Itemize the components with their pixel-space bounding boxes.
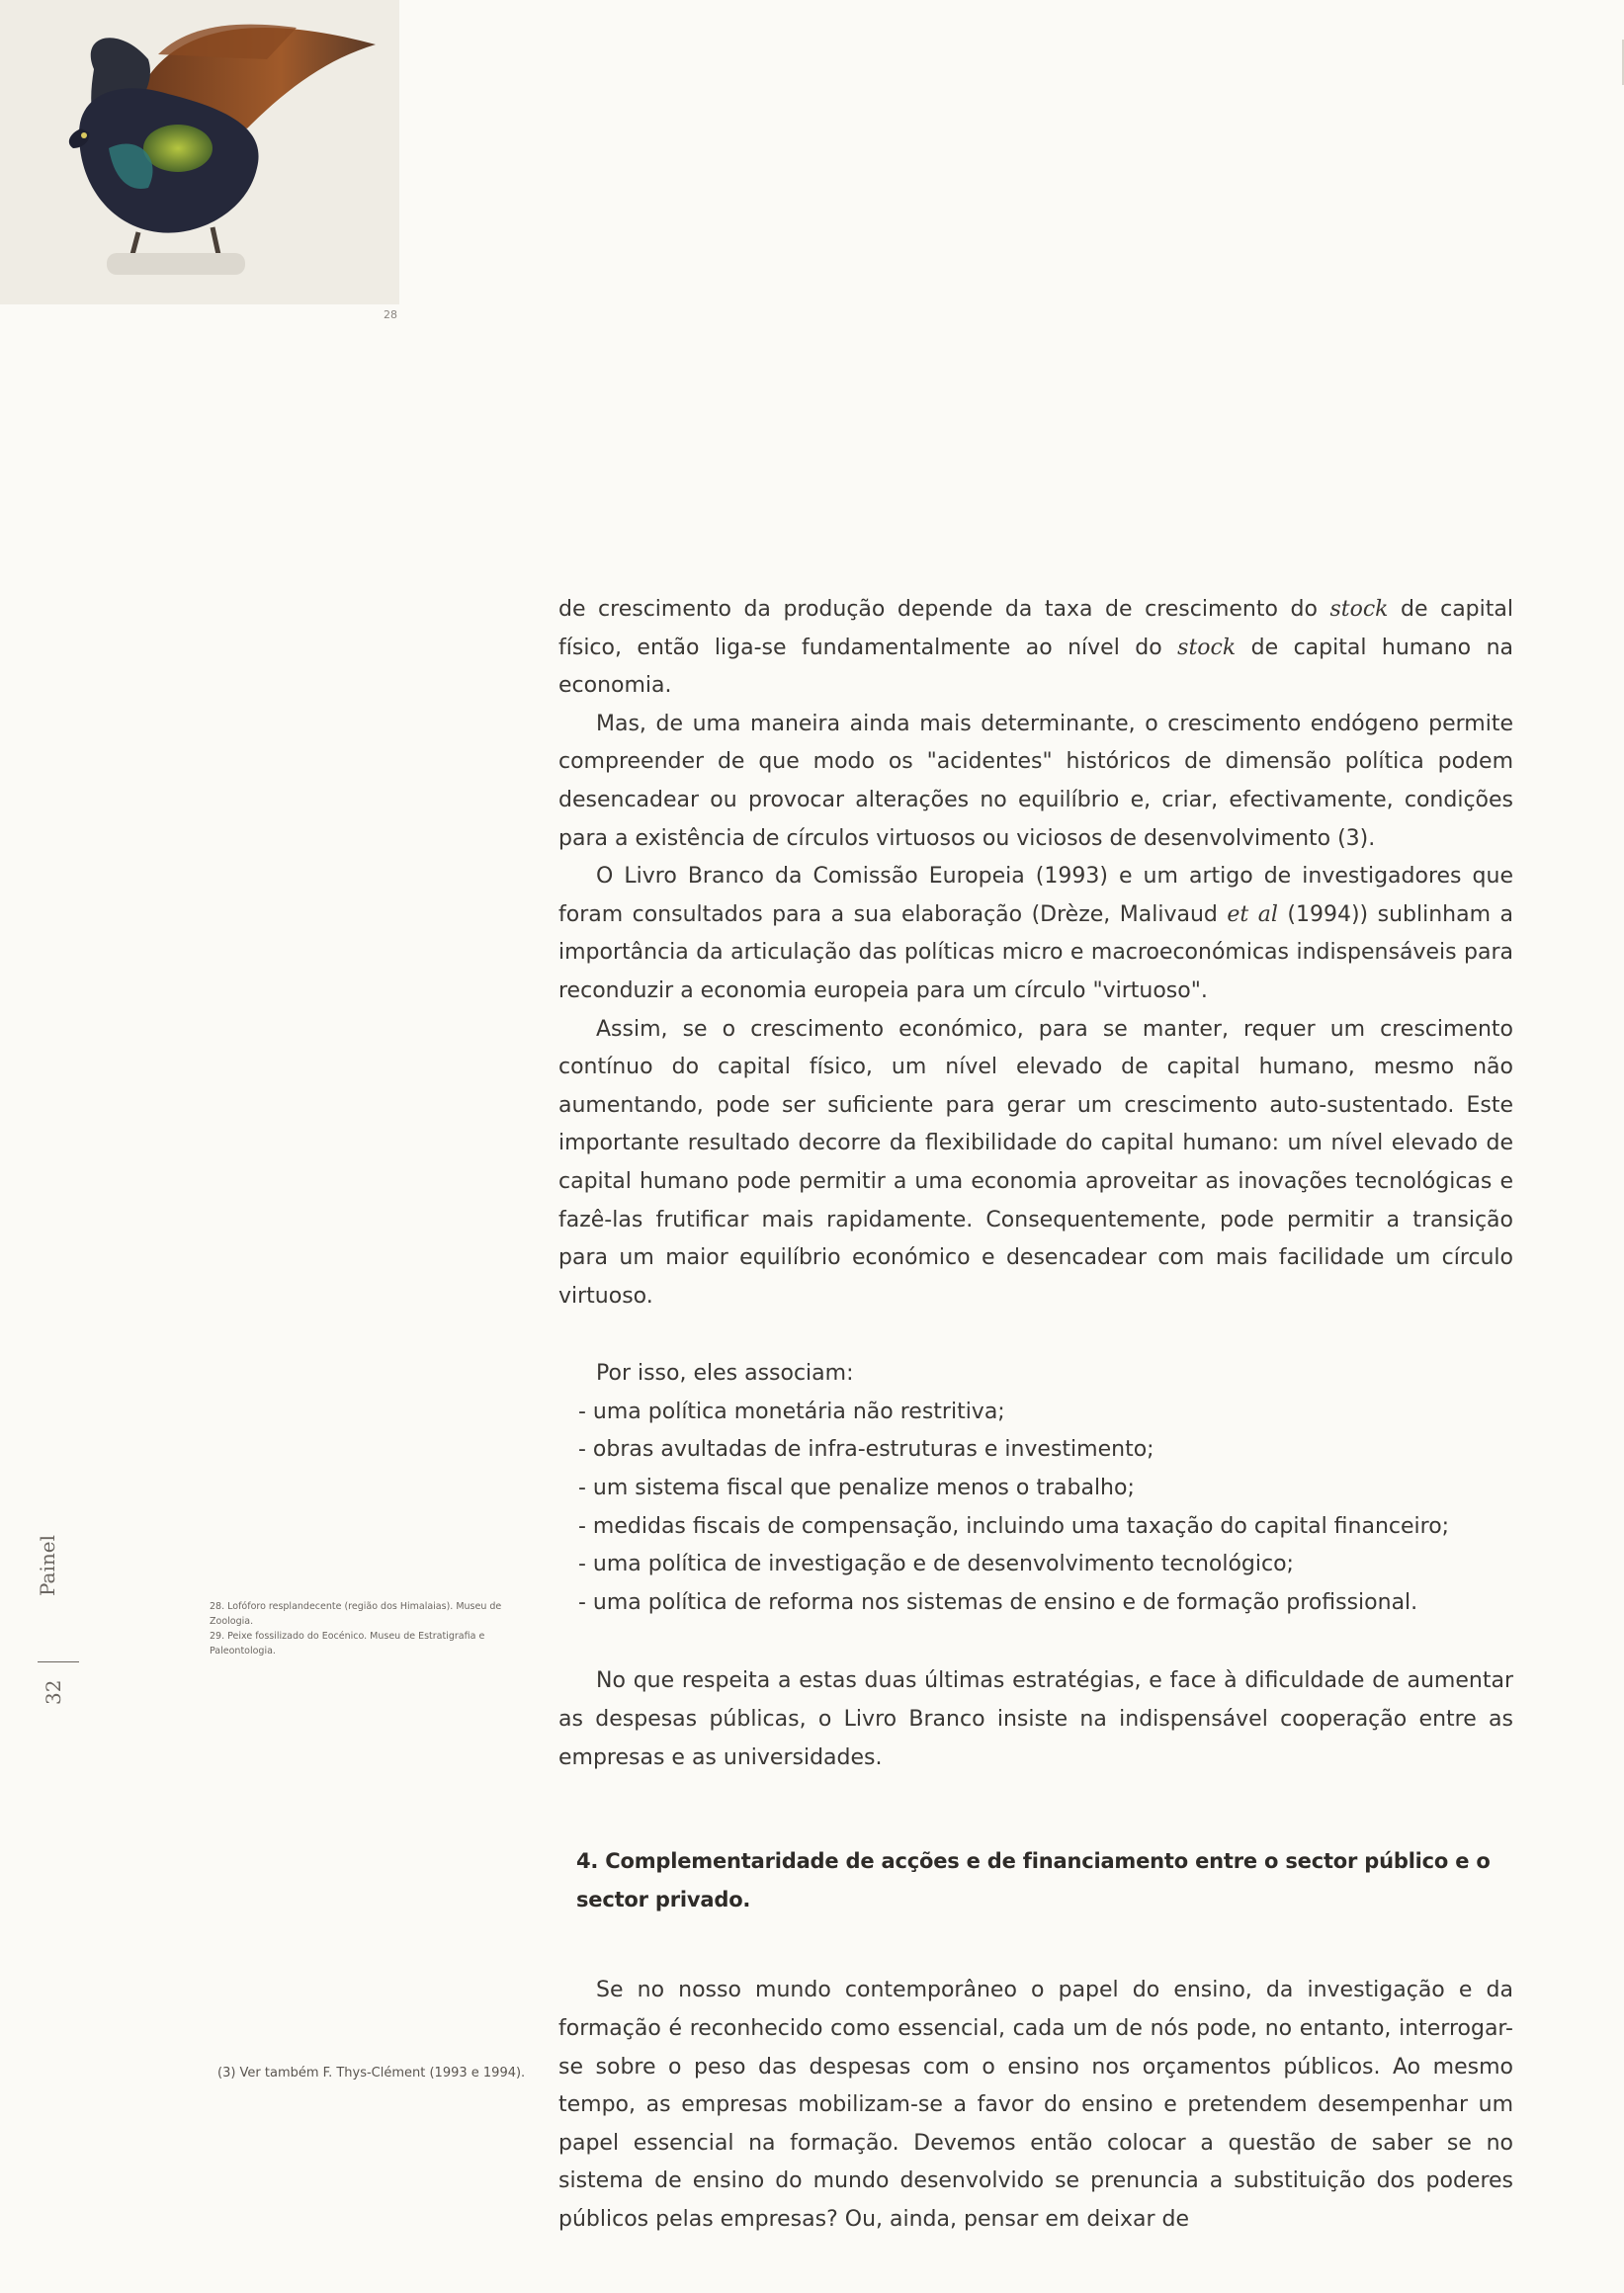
list-item: - uma política de reforma nos sistemas de ensino e de formação profissional. bbox=[578, 1589, 1418, 1615]
list-item: - uma política monetária não restritiva; bbox=[578, 1399, 1005, 1424]
p3-text-b: (1994)) sublinham a importância da articulação das políticas micro e macroeconómicas indispensáveis para reconduzir a economia europeia para um círculo "virtuoso". bbox=[558, 901, 1514, 1003]
list-item: - obras avultadas de infra-estruturas e investimento; bbox=[578, 1437, 1154, 1463]
p3-text-a: O Livro Branco da Comissão Europeia (1993) e um artigo de investigadores que foram consultados para a sua elaboração (Drèze, Malivaud bbox=[558, 864, 1513, 927]
main-text bbox=[558, 591, 1513, 2240]
bird-illustration bbox=[0, 0, 399, 304]
list-item: - medidas fiscais de compensação, incluindo uma taxação do capital financeiro; bbox=[578, 1513, 1450, 1539]
figure-captions bbox=[210, 1599, 504, 1658]
paragraph-6: Se no nosso mundo contemporâneo o papel do ensino, da investigação e da formação é reconhecido como essencial, cada um de nós pode, no entanto, interrogar-se sobre o peso das despesas com o ensino nos orçamentos públicos. Ao mesmo tempo, as empresas mobilizam-se a favor do ensino e pretendem desempenhar um papel essencial na formação. Devemos então colocar a questão de saber se no sistema de ensino do mundo desenvolvido se prenuncia a substituição dos poderes públicos pelas empresas? Ou, ainda, pensar em deixar de bbox=[558, 1978, 1513, 2232]
footnote: (3) Ver também F. Thys-Clément (1993 e 1994). bbox=[217, 2066, 526, 2081]
p1-text-a: de crescimento da produção depende da taxa de crescimento do bbox=[558, 597, 1330, 622]
p1-italic-stock-1: stock bbox=[1329, 597, 1389, 622]
section-heading: 4. Complementaridade de acções e de financiamento entre o sector público e o sector privado. bbox=[576, 1849, 1491, 1911]
p1-italic-stock-2: stock bbox=[1177, 635, 1237, 660]
paragraph-5: No que respeita a estas duas últimas estratégias, e face à dificuldade de aumentar as despesas públicas, o Livro Branco insiste na indispensável cooperação entre as empresas e as universidades. bbox=[558, 1668, 1513, 1770]
figure-number: 28 bbox=[384, 308, 397, 321]
caption-28: 28. Lofóforo resplandecente (região dos Himalaias). Museu de Zoologia. bbox=[210, 1601, 502, 1627]
list-item: - uma política de investigação e de desenvolvimento tecnológico; bbox=[578, 1552, 1294, 1577]
paragraph-2: Mas, de uma maneira ainda mais determinante, o crescimento endógeno permite compreender de que modo os "acidentes" históricos de dimensão política podem desencadear ou provocar alterações no equilíbrio e, criar, efectivamente, condições para a existência de círculos virtuosos ou viciosos de desenvolvimento (3). bbox=[558, 711, 1513, 851]
paragraph-3 bbox=[558, 858, 1513, 1010]
p1-text-b: de capital físico, então liga-se fundamentalmente ao nível do bbox=[558, 597, 1513, 660]
list-item: - um sistema fiscal que penalize menos o trabalho; bbox=[578, 1476, 1135, 1501]
sidebar-divider bbox=[38, 1661, 79, 1662]
strategy-list bbox=[558, 1394, 1513, 1623]
caption-29: 29. Peixe fossilizado do Eocénico. Museu de Estratigrafia e Paleontologia. bbox=[210, 1631, 485, 1656]
lophophorus-bird-image bbox=[0, 0, 399, 304]
p1-text-c: de capital humano na economia. bbox=[558, 635, 1513, 699]
page-number: 32 bbox=[42, 1679, 65, 1705]
list-intro: Por isso, eles associam: bbox=[596, 1361, 854, 1387]
p3-italic-et-al: et al bbox=[1227, 901, 1278, 927]
section-label: Painel bbox=[36, 1535, 59, 1596]
paragraph-1 bbox=[558, 591, 1513, 706]
paragraph-4: Assim, se o crescimento económico, para se manter, requer um crescimento contínuo do capital físico, um nível elevado de capital humano, mesmo não aumentando, pode ser suficiente para gerar um crescimento auto-sustentado. Este importante resultado decorre da flexibilidade do capital humano: um nível elevado de capital humano pode permitir a uma economia aproveitar as inovações tecnológicas e fazê-las frutificar mais rapidamente. Consequentemente, pode permitir a transição para um maior equilíbrio económico e desencadear com mais facilidade um círculo virtuoso. bbox=[558, 1016, 1513, 1309]
